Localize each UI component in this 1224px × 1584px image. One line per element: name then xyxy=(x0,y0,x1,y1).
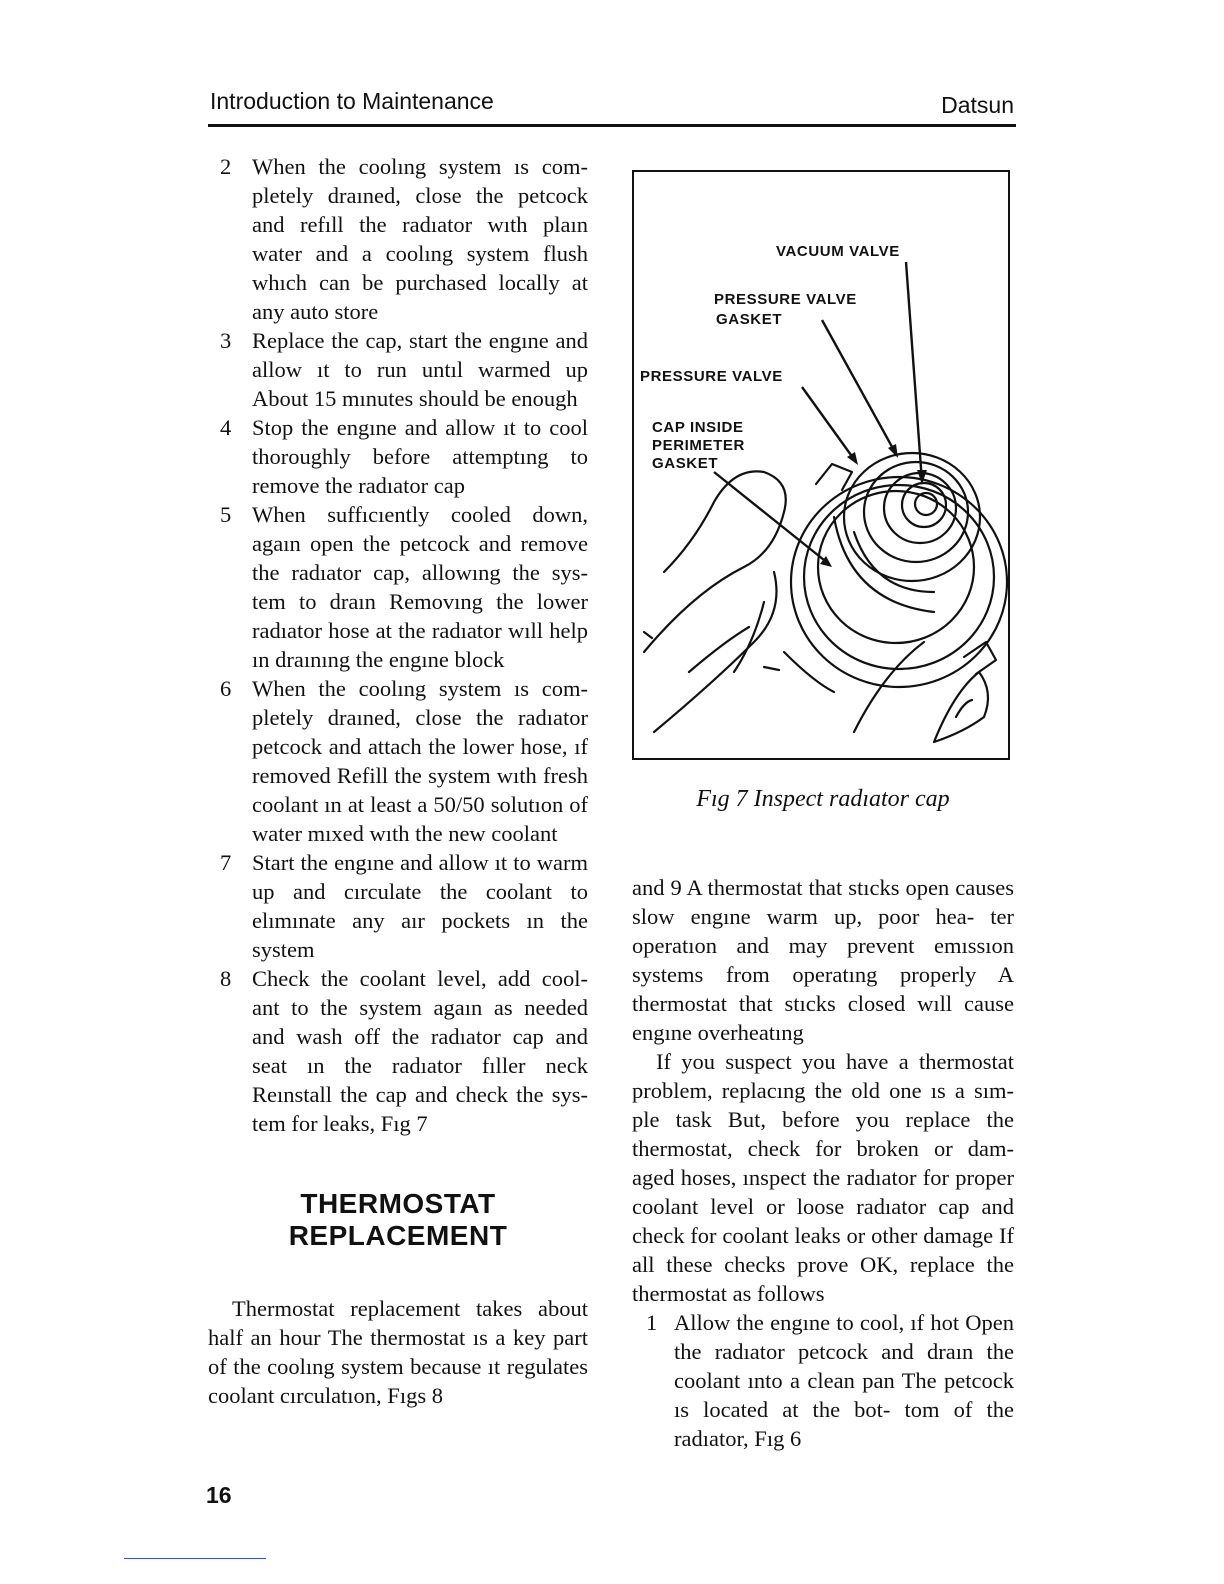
leader-cap-gasket xyxy=(714,472,829,564)
left-column xyxy=(208,152,588,1410)
figure-radiator-cap xyxy=(632,170,1010,760)
running-header-brand: Datsun xyxy=(941,92,1014,118)
leader-vacuum-valve xyxy=(906,262,922,482)
list-item xyxy=(208,674,588,848)
label-cap-gasket-2: PERIMETER xyxy=(652,437,745,454)
right-column xyxy=(632,873,1014,1453)
paragraph-thermostat-checks: If you suspect you have a thermostat problem, replacıng the old one ıs a sım- ple task But, before you replace the thermostat, check for broken or dam- aged hoses, ınspect the radıator for proper coolant level or loose radıator cap and check for coolant leaks or other damage If all these checks prove OK, replace the thermostat as follows xyxy=(632,1049,1014,1306)
intro-paragraph: Thermostat replacement takes about half an hour The thermostat ıs a key part of the coolıng system because ıt regulates coolant cırculatıon, Fıgs 8 xyxy=(208,1296,588,1408)
list-item xyxy=(208,500,588,674)
label-vacuum-valve: VACUUM VALVE xyxy=(776,243,900,260)
leader-pressure-valve xyxy=(802,387,856,462)
step-number: 7 xyxy=(220,850,232,875)
running-header-title: Introduction to Maintenance xyxy=(210,88,494,114)
label-pressure-valve-gasket-1: PRESSURE VALVE xyxy=(714,291,857,308)
list-item xyxy=(208,964,588,1138)
label-pressure-valve: PRESSURE VALVE xyxy=(640,368,783,385)
thermostat-steps-list xyxy=(632,1308,1014,1453)
step-number: 1 xyxy=(646,1310,658,1335)
label-pressure-valve-gasket-2: GASKET xyxy=(716,311,783,328)
leader-pressure-valve-gasket xyxy=(822,320,896,454)
thumb-right xyxy=(934,672,988,742)
radiator-cap-illustration xyxy=(634,172,1008,758)
step-text: Stop the engıne and allow ıt to cool thoroughly before attemptıng to remove the radıator cap xyxy=(252,415,588,498)
step-text: Replace the cap, start the engıne and allow ıt to run untıl warmed up About 15 mınutes should be enough xyxy=(252,328,588,411)
list-item xyxy=(208,848,588,964)
list-item xyxy=(208,413,588,500)
section-heading xyxy=(208,1188,588,1252)
step-text: When the coolıng system ıs com- pletely draıned, close the radıator petcock and attach the lower hose, ıf removed Refill the system wıth fresh coolant ın at least a 50/50 solutıon of water mıxed wıth the new coolant xyxy=(252,676,588,846)
list-item xyxy=(208,326,588,413)
label-cap-gasket-1: CAP INSIDE xyxy=(652,419,744,436)
step-number: 6 xyxy=(220,676,232,701)
step-number: 5 xyxy=(220,502,232,527)
header-rule xyxy=(208,124,1016,127)
step-number: 4 xyxy=(220,415,232,440)
cap-outer-ring xyxy=(791,477,1007,687)
step-number: 2 xyxy=(220,154,232,179)
list-item xyxy=(632,1308,1014,1453)
step-text: When suffıcıently cooled down, agaın open the petcock and remove the radıator cap, allowıng the sys- tem to draın Removıng the lower radıator hose at the radıator wıll help ın draınıng the engıne block xyxy=(252,502,588,672)
step-text: Start the engıne and allow ıt to warm up and cırculate the coolant to elımınate any aır pockets ın the system xyxy=(252,850,588,962)
step-text: Allow the engıne to cool, ıf hot Open the radıator petcock and draın the coolant ınto a clean pan The petcock ıs located at the bot- tom of the radıator, Fıg 6 xyxy=(674,1310,1014,1451)
flush-steps-list xyxy=(208,152,588,1138)
section-heading-line1: THERMOSTAT xyxy=(300,1188,496,1219)
list-item xyxy=(208,152,588,326)
label-cap-gasket-3: GASKET xyxy=(652,455,719,472)
figure-caption: Fıg 7 Inspect radıator cap xyxy=(696,786,950,812)
step-text: When the coolıng system ıs com- pletely draıned, close the petcock and refıll the radıator wıth plaın water and a coolıng system flush whıch can be purchased locally at any auto store xyxy=(252,154,588,324)
step-text: Check the coolant level, add cool- ant to the system agaın as needed and wash off the radıator cap and seat ın the radıator fıller neck Reınstall the cap and check the sys- tem for leaks, Fıg 7 xyxy=(252,966,588,1136)
step-number: 8 xyxy=(220,966,232,991)
paragraph-thermostat-symptoms: and 9 A thermostat that stıcks open causes slow engıne warm up, poor hea- ter operatıon and may prevent emıssıon systems from operatıng properly A thermostat that stıcks closed wıll cause engıne overheatıng xyxy=(632,875,1014,1045)
footer-link-underline xyxy=(124,1558,266,1559)
section-heading-line2: REPLACEMENT xyxy=(288,1220,508,1251)
step-number: 3 xyxy=(220,328,232,353)
page-number: 16 xyxy=(206,1482,232,1508)
finger-left xyxy=(644,471,786,652)
